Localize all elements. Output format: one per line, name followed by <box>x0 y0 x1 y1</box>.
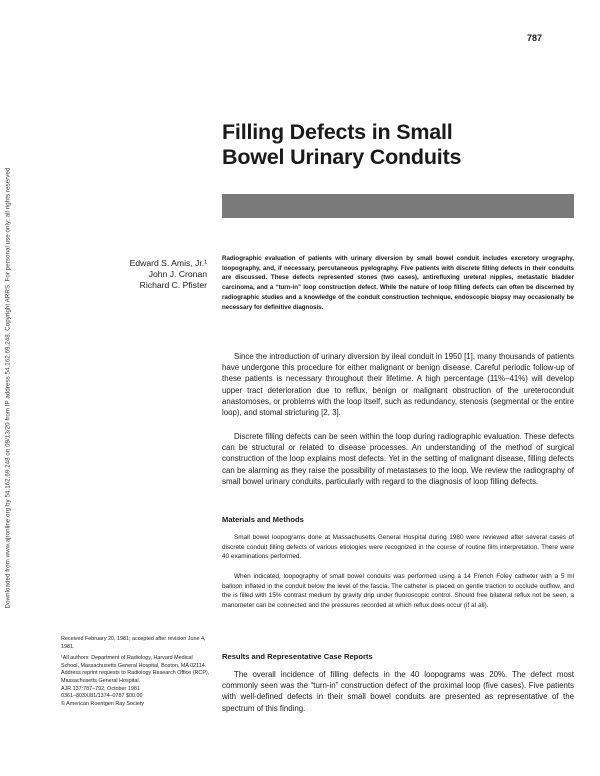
title-divider-bar <box>222 194 574 218</box>
download-watermark <box>2 0 14 776</box>
footnote-affiliation: ¹All authors: Department of Radiology, Harvard Medical School, Massachusetts General Hospital, Boston, MA 02114. Address reprint requests to Radiology Research Office (RCP), Massachusetts General Hospital. <box>61 655 210 684</box>
download-watermark-text: Downloaded from www.ajronline.org by 54.162.69.248 on 09/13/20 from IP address 54.162.69.248. Copyright ARRS. For personal use only; all rights reserved <box>4 167 12 609</box>
abstract: Radiographic evaluation of patients with urinary diversion by small bowel conduit includes excretory urography, loopography, and, if necessary, percutaneous pyelography. Five patients with discrete filling defects in their conduits are discussed. These defects represented stones (two cases), antirefluxing ureteral nipples, metastatic bladder carcinoma, and a “turn-in” loop construction defect. While the nature of loop filling defects can often be discerned by radiographic studies and a knowledge of the conduit construction technique, endoscopic biopsy may occasionally be necessary for definitive diagnosis. <box>222 255 574 311</box>
article-title-line-2: Bowel Urinary Conduits <box>222 145 462 169</box>
section-heading-methods: Materials and Methods <box>222 515 304 524</box>
section-heading-results: Results and Representative Case Reports <box>222 652 373 661</box>
article-title <box>222 120 552 170</box>
intro-paragraph-2: Discrete filling defects can be seen within the loop during radiographic evaluation. These defects can be structural or related to disease processes. An understanding of the method of surgical construction of the loop explains most defects. Yet in the setting of malignant disease, filling defects can be alarming as they raise the possibility of metastases to the loop. We review the radiography of small bowel urinary conduits, particularly with regard to the diagnosis of loop filling defects. <box>222 432 574 486</box>
author-name: Edward S. Amis, Jr.¹ <box>129 258 207 268</box>
intro-paragraph-1: Since the introduction of urinary diversion by ileal conduit in 1950 [1], many thousands of patients have undergone this procedure for either malignant or benign disease. Careful periodic follow-up of these patients is necessary throughout their lifetime. A high percentage (11%–41%) will develop upper tract deterioration due to reflux, benign or malignant obstruction of the ureteroconduit anastomoses, or problems with the loop itself, such as redundancy, stenosis (segmental or the entire loop), and stomal stricturing [2, 3]. <box>222 352 574 418</box>
footnote-received: Received February 20, 1981; accepted after revision June 4, 1981. <box>61 636 206 650</box>
author-name: John J. Cronan <box>148 269 207 279</box>
methods-paragraph-1: Small bowel loopograms done at Massachusetts General Hospital during 1980 were reviewed after several cases of discrete conduit filling defects of various etiologies were recognized in the course of routine film interpretation. There were 40 examinations performed. <box>222 534 574 561</box>
methods-paragraph-2: When indicated, loopography of small bowel conduits was performed using a 14 French Foley catheter with a 5 ml balloon inflated in the conduit below the level of the fascia. The catheter is placed on gentle traction to occlude outflow, and the is filled with 15% contrast medium by gravity drip under fluoroscopic control. Should free bilateral reflux not be seen, a manometer can be connected and the pressures recorded at which reflux does occur (if at all). <box>222 573 574 609</box>
article-title-line-1: Filling Defects in Small <box>222 120 453 144</box>
footnote-issn: 0361–803X/81/1374–0787 $00.00 <box>61 693 143 700</box>
author-list <box>100 258 207 291</box>
footnote-citation: AJR 137:787–792, October 1981 <box>61 685 140 692</box>
footnote-copyright: © American Roentgen Ray Society <box>61 700 145 707</box>
author-name: Richard C. Pfister <box>139 280 207 290</box>
article-footnote <box>61 636 211 708</box>
page-number: 787 <box>526 33 542 43</box>
results-paragraph-1: The overall incidence of filling defects in the 40 loopograms was 20%. The defect most commonly seen was the “turn-in” construction defect of the proximal loop (five cases). Five patients with well-defined defects in their small bowel conduits are presented as representative of the spectrum of this finding. <box>222 670 574 713</box>
